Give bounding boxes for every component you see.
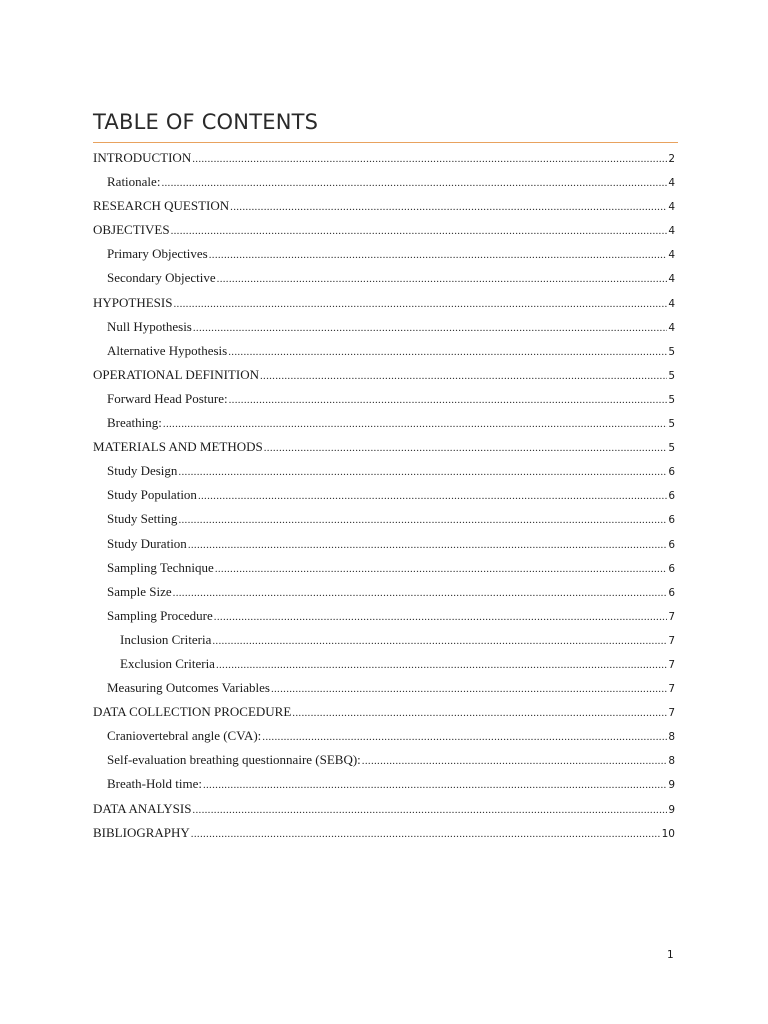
dot-leader <box>229 388 668 412</box>
toc-entry-title: Null Hypothesis <box>107 318 192 334</box>
dot-leader <box>193 316 667 340</box>
toc-entry-page-number: 7 <box>668 707 675 720</box>
dot-leader <box>216 653 667 677</box>
toc-entry[interactable] <box>93 435 675 459</box>
toc-entry-title: Sampling Technique <box>107 559 214 575</box>
dot-leader <box>173 292 667 316</box>
dot-leader <box>215 557 668 581</box>
toc-entry-page-number: 5 <box>668 418 675 431</box>
toc-entry[interactable] <box>93 604 675 628</box>
toc-entry-page-number: 6 <box>668 562 675 575</box>
toc-entry-page-number: 4 <box>668 321 675 334</box>
toc-entry[interactable] <box>93 194 675 218</box>
toc-entry-title: MATERIALS AND METHODS <box>93 439 263 455</box>
toc-entry-page-number: 6 <box>668 490 675 503</box>
toc-entry[interactable] <box>93 652 675 676</box>
title-divider <box>93 142 678 143</box>
dot-leader <box>178 460 667 484</box>
toc-entry-title: Craniovertebral angle (CVA): <box>107 728 262 744</box>
toc-entry-title: Study Setting <box>107 511 178 527</box>
dot-leader <box>203 773 667 797</box>
toc-entry[interactable] <box>93 339 675 363</box>
dot-leader <box>262 725 667 749</box>
dot-leader <box>209 243 668 267</box>
toc-entry-page-number: 4 <box>668 225 675 238</box>
toc-entry-page-number: 5 <box>668 393 675 406</box>
toc-list <box>93 146 675 845</box>
dot-leader <box>228 340 667 364</box>
toc-entry-page-number: 9 <box>668 803 675 816</box>
toc-entry-title: Alternative Hypothesis <box>107 342 228 358</box>
toc-entry-page-number: 7 <box>668 658 675 671</box>
dot-leader <box>173 581 668 605</box>
dot-leader <box>212 629 667 653</box>
toc-entry-page-number: 7 <box>668 683 675 696</box>
toc-entry-page-number: 4 <box>668 297 675 310</box>
dot-leader <box>163 412 667 436</box>
toc-entry-title: Sampling Procedure <box>107 607 213 623</box>
toc-entry-title: OBJECTIVES <box>93 222 170 238</box>
toc-entry[interactable] <box>93 797 675 821</box>
toc-entry-page-number: 2 <box>668 153 675 165</box>
dot-leader <box>264 436 668 460</box>
toc-entry-title: Self-evaluation breathing questionnaire (SEBQ): <box>107 752 361 768</box>
toc-entry[interactable] <box>93 628 675 652</box>
toc-entry-page-number: 4 <box>668 177 675 190</box>
dot-leader <box>171 219 668 243</box>
toc-title: TABLE OF CONTENTS <box>93 110 319 134</box>
toc-entry[interactable] <box>93 821 675 845</box>
toc-entry-page-number: 8 <box>668 731 675 744</box>
toc-entry-page-number: 10 <box>661 827 675 840</box>
toc-entry-page-number: 6 <box>668 514 675 527</box>
toc-entry-title: Inclusion Criteria <box>120 631 212 647</box>
toc-entry[interactable] <box>93 676 675 700</box>
toc-entry-page-number: 9 <box>668 779 675 792</box>
toc-entry-title: Study Population <box>107 487 197 503</box>
toc-entry-title: Forward Head Posture: <box>107 390 228 406</box>
dot-leader <box>230 195 667 219</box>
dot-leader <box>191 822 661 846</box>
dot-leader <box>214 605 668 629</box>
toc-entry[interactable] <box>93 748 675 772</box>
toc-entry-page-number: 6 <box>668 586 675 599</box>
dot-leader <box>292 701 667 725</box>
dot-leader <box>161 171 667 195</box>
dot-leader <box>192 798 667 822</box>
page-number: 1 <box>667 949 674 961</box>
toc-entry-title: HYPOTHESIS <box>93 294 173 310</box>
dot-leader <box>198 484 667 508</box>
toc-entry-page-number: 5 <box>668 442 675 455</box>
toc-entry[interactable] <box>93 772 675 796</box>
toc-entry[interactable] <box>93 580 675 604</box>
toc-entry[interactable] <box>93 700 675 724</box>
toc-entry-title: Study Design <box>107 463 178 479</box>
toc-entry-page-number: 5 <box>668 345 675 358</box>
toc-entry-title: OPERATIONAL DEFINITION <box>93 366 259 382</box>
toc-entry-title: Measuring Outcomes Variables <box>107 680 270 696</box>
dot-leader <box>178 508 667 532</box>
toc-entry-page-number: 8 <box>668 755 675 768</box>
toc-entry[interactable] <box>93 483 675 507</box>
toc-entry[interactable] <box>93 724 675 748</box>
toc-entry[interactable] <box>93 459 675 483</box>
toc-entry-title: Primary Objectives <box>107 246 208 262</box>
toc-entry[interactable] <box>93 146 675 170</box>
toc-entry[interactable] <box>93 315 675 339</box>
toc-entry-title: INTRODUCTION <box>93 150 192 165</box>
toc-entry[interactable] <box>93 363 675 387</box>
toc-entry-title: Study Duration <box>107 535 187 551</box>
toc-entry-page-number: 6 <box>668 466 675 479</box>
toc-entry-title: DATA ANALYSIS <box>93 800 192 816</box>
toc-entry-page-number: 5 <box>668 369 675 382</box>
toc-entry-title: Breathing: <box>107 415 162 431</box>
dot-leader <box>362 749 668 773</box>
toc-entry[interactable] <box>93 291 675 315</box>
toc-entry-title: Exclusion Criteria <box>120 655 215 671</box>
toc-entry-page-number: 7 <box>668 634 675 647</box>
toc-entry-title: BIBLIOGRAPHY <box>93 824 190 840</box>
toc-entry-title: Breath-Hold time: <box>107 776 202 792</box>
dot-leader <box>260 364 667 388</box>
dot-leader <box>188 533 668 557</box>
dot-leader <box>217 267 668 291</box>
toc-entry[interactable] <box>93 387 675 411</box>
toc-entry[interactable] <box>93 170 675 194</box>
toc-entry-page-number: 4 <box>668 201 675 214</box>
toc-entry-title: Sample Size <box>107 583 172 599</box>
toc-entry-page-number: 6 <box>668 538 675 551</box>
dot-leader <box>271 677 667 701</box>
toc-entry-title: Secondary Objective <box>107 270 216 286</box>
toc-entry-title: DATA COLLECTION PROCEDURE <box>93 704 292 720</box>
toc-entry[interactable] <box>93 242 675 266</box>
toc-entry-page-number: 4 <box>668 273 675 286</box>
toc-entry[interactable] <box>93 411 675 435</box>
toc-entry-title: Rationale: <box>107 174 161 190</box>
toc-entry[interactable] <box>93 507 675 531</box>
toc-entry-page-number: 4 <box>668 249 675 262</box>
toc-entry[interactable] <box>93 218 675 242</box>
toc-entry[interactable] <box>93 556 675 580</box>
toc-entry-title: RESEARCH QUESTION <box>93 198 230 214</box>
toc-entry[interactable] <box>93 532 675 556</box>
toc-entry-page-number: 7 <box>668 610 675 623</box>
dot-leader <box>192 147 667 171</box>
toc-entry[interactable] <box>93 266 675 290</box>
